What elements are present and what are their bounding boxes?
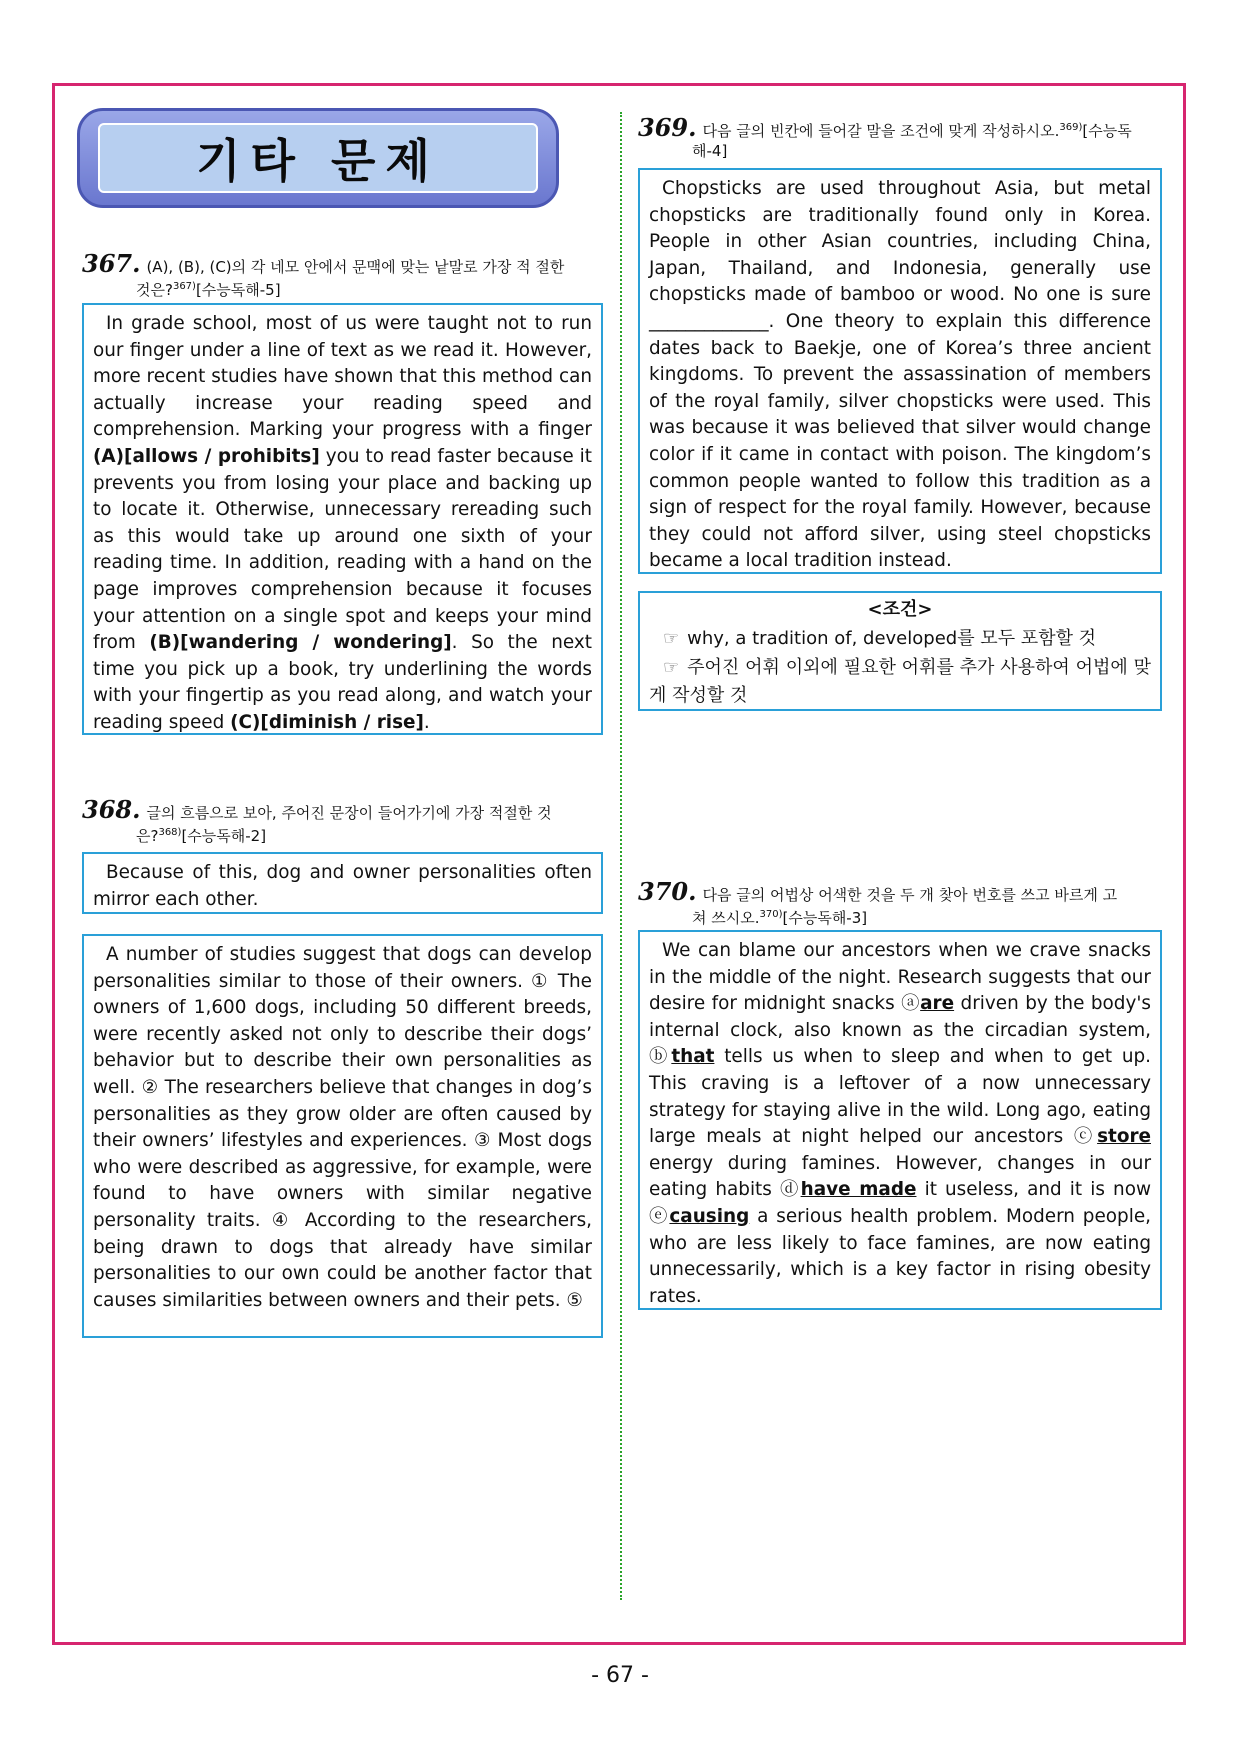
condition-1: ☞ why, a tradition of, developed를 모두 포함할 것 [663, 627, 1097, 649]
q369-header [638, 113, 1168, 161]
q370-passage-box [638, 930, 1162, 1310]
q370-source: [수능독해-3] [782, 909, 868, 927]
column-divider [620, 112, 622, 1600]
q367-choice-b: (B)[wandering / wondering] [149, 632, 452, 654]
q368-footnote-ref: 368) [158, 827, 182, 838]
q367-instruction-cont: 것은? [136, 281, 173, 299]
q368-source: [수능독해-2] [181, 827, 267, 845]
conditions-title: <조건> [867, 599, 933, 620]
q367-passage: In grade school, most of us were taught not to run our finger under a line of text as we read it. However, more recent studies have shown that this method can actually increase your reading speed and comprehension. Marking your progress with a finger (A)[allows / prohibits] you to read faster because it prevents you from losing your place and backing up to locate it. Otherwise, unnecessary rereading such as this would take up around one sixth of your reading time. In addition, reading with a hand on the page improves comprehension because it focuses your attention on a single spot and keeps your mind from (B)[wandering / wondering]. So the next time you pick up a book, try underlining the words with your fingertip as you read along, and watch your reading speed (C)[diminish / rise]. [93, 313, 593, 733]
q369-source: [수능독 [1082, 122, 1132, 140]
q367-choice-c: (C)[diminish / rise] [230, 711, 424, 733]
q368-instruction-cont: 은? [136, 827, 159, 845]
page-number: - 67 - [591, 1663, 649, 1688]
q369-conditions-box [638, 591, 1162, 711]
q369-number: 369. [638, 113, 697, 142]
q367-source: [수능독해-5] [195, 281, 281, 299]
q369-passage-box [638, 168, 1162, 574]
q369-footnote-ref: 369) [1059, 122, 1083, 133]
q367-choice-a: (A)[allows / prohibits] [93, 445, 320, 467]
q368-given-sentence-box [82, 852, 603, 914]
pointing-hand-icon: ☞ [663, 627, 680, 649]
q367-instruction: (A), (B), (C)의 각 네모 안에서 문맥에 맞는 낱말로 가장 적 절한 [146, 258, 565, 276]
section-title-banner [77, 108, 559, 208]
q367-header [82, 249, 602, 300]
section-title-inner [98, 123, 538, 193]
q370-number: 370. [638, 877, 697, 906]
q370-underline-c: store [1097, 1126, 1151, 1148]
page-title: 기타 문제 [196, 134, 440, 188]
condition-2: ☞ 주어진 어휘 이외에 필요한 어휘를 추가 사용하여 어법에 맞게 작성할 것 [649, 656, 1151, 706]
q370-footnote-ref: 370) [759, 909, 783, 920]
q370-instruction: 다음 글의 어법상 어색한 것을 두 개 찾아 번호를 쓰고 바르게 고 [702, 886, 1118, 904]
q368-header [82, 795, 602, 846]
q369-passage: Chopsticks are used throughout Asia, but metal chopsticks are traditionally found only in Korea. People in other Asian countries, including China, Japan, Thailand, and Indonesia, generally use chopsticks made of bamboo or wood. No one is sure _____________. One theory to explain this difference dates back to Baekje, one of Korea’s three ancient kingdoms. To prevent the assassination of members of the royal family, silver chopsticks were used. This was because it was believed that silver would change color if it came in contact with poison. The kingdom’s common people wanted to follow this tradition as a sign of respect for the royal family. However, because they could not afford silver, using steel chopsticks became a local tradition instead. [649, 178, 1151, 572]
q370-underline-e: causing [669, 1205, 750, 1227]
q367-passage-box [82, 303, 603, 735]
q370-passage: We can blame our ancestors when we crave snacks in the middle of the night. Research suggests that our desire for midnight snacks ⓐare driven by the body's internal clock, also known as the circadian system, ⓑthat tells us when to sleep and when to get up. This craving is a leftover of a now unnecessary strategy for staying alive in the wild. Long ago, eating large meals at night helped our ancestors ⓒstore energy during famines. However, changes in our eating habits ⓓhave made it useless, and it is now ⓔcausing a serious health problem. Modern people, who are less likely to face famines, are now eating unnecessarily, which is a key factor in rising obesity rates. [649, 940, 1151, 1307]
q367-footnote-ref: 367) [172, 281, 196, 292]
q369-source-cont: 해-4] [692, 142, 728, 160]
q368-number: 368. [82, 795, 141, 824]
q370-underline-b: that [671, 1046, 715, 1068]
q369-instruction: 다음 글의 빈칸에 들어갈 말을 조건에 맞게 작성하시오. [702, 122, 1060, 140]
q370-instruction-cont: 쳐 쓰시오. [692, 909, 760, 927]
pointing-hand-icon: ☞ [663, 656, 680, 678]
q368-given-sentence: Because of this, dog and owner personalities often mirror each other. [93, 862, 592, 910]
q370-header [638, 877, 1168, 928]
q367-number: 367. [82, 249, 141, 278]
q368-instruction: 글의 흐름으로 보아, 주어진 문장이 들어가기에 가장 적절한 것 [146, 804, 552, 822]
q368-passage-box [82, 934, 603, 1338]
q368-passage: A number of studies suggest that dogs can develop personalities similar to those of their owners. ① The owners of 1,600 dogs, including 50 different breeds, were recently asked not only to describe their dogs’ behavior but to describe their own personalities as well. ② The researchers believe that changes in dog’s personalities as they grow older are often caused by their owners’ lifestyles and experiences. ③ Most dogs who were described as aggressive, for example, were found to have owners with similar negative personality traits. ④ According to the researchers, being drawn to dogs that already have similar personalities to our own could be another factor that causes similarities between owners and their pets. ⑤ [93, 944, 592, 1311]
q370-underline-d: have made [800, 1179, 917, 1201]
q370-underline-a: are [920, 993, 955, 1015]
